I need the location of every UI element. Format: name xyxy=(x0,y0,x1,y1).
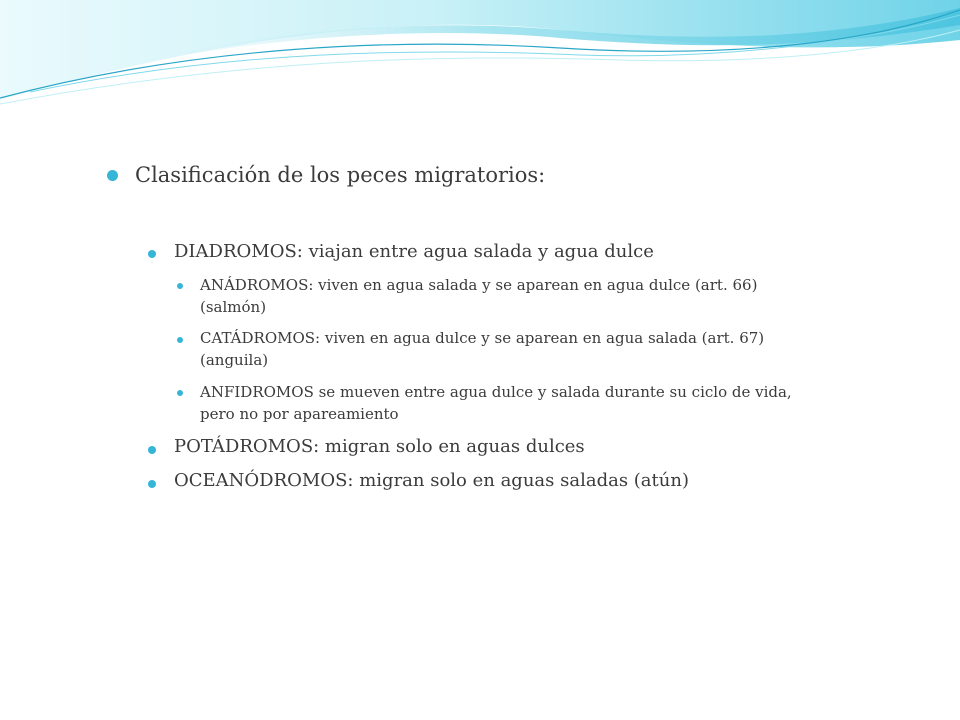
catadromos-line2: (anguila) xyxy=(200,351,269,369)
bullet-icon xyxy=(177,283,183,289)
bullet-icon xyxy=(177,337,183,343)
bullet-icon xyxy=(148,446,156,454)
catadromos-line1: CATÁDROMOS: viven en agua dulce y se aparean en agua salada (art. 67) xyxy=(200,329,765,347)
oceanodromos-text: OCEANÓDROMOS: migran solo en aguas saladas (atún) xyxy=(174,470,689,491)
main-bullet-text: Clasificación de los peces migratorios: xyxy=(135,163,546,187)
anfidromos-line1: ANFIDROMOS se mueven entre agua dulce y salada durante su ciclo de vida, xyxy=(200,383,792,401)
bullet-icon xyxy=(148,480,156,488)
anadromos-line2: (salmón) xyxy=(200,298,267,316)
bullet-icon xyxy=(107,170,118,181)
anadromos-line1: ANÁDROMOS: viven en agua salada y se aparean en agua dulce (art. 66) xyxy=(200,276,758,294)
potadromos-text: POTÁDROMOS: migran solo en aguas dulces xyxy=(174,436,585,457)
diadromos-text: DIADROMOS: viajan entre agua salada y agua dulce xyxy=(174,241,654,262)
bullet-icon xyxy=(177,390,183,396)
anfidromos-line2: pero no por apareamiento xyxy=(200,405,399,423)
bullet-icon xyxy=(148,250,156,258)
